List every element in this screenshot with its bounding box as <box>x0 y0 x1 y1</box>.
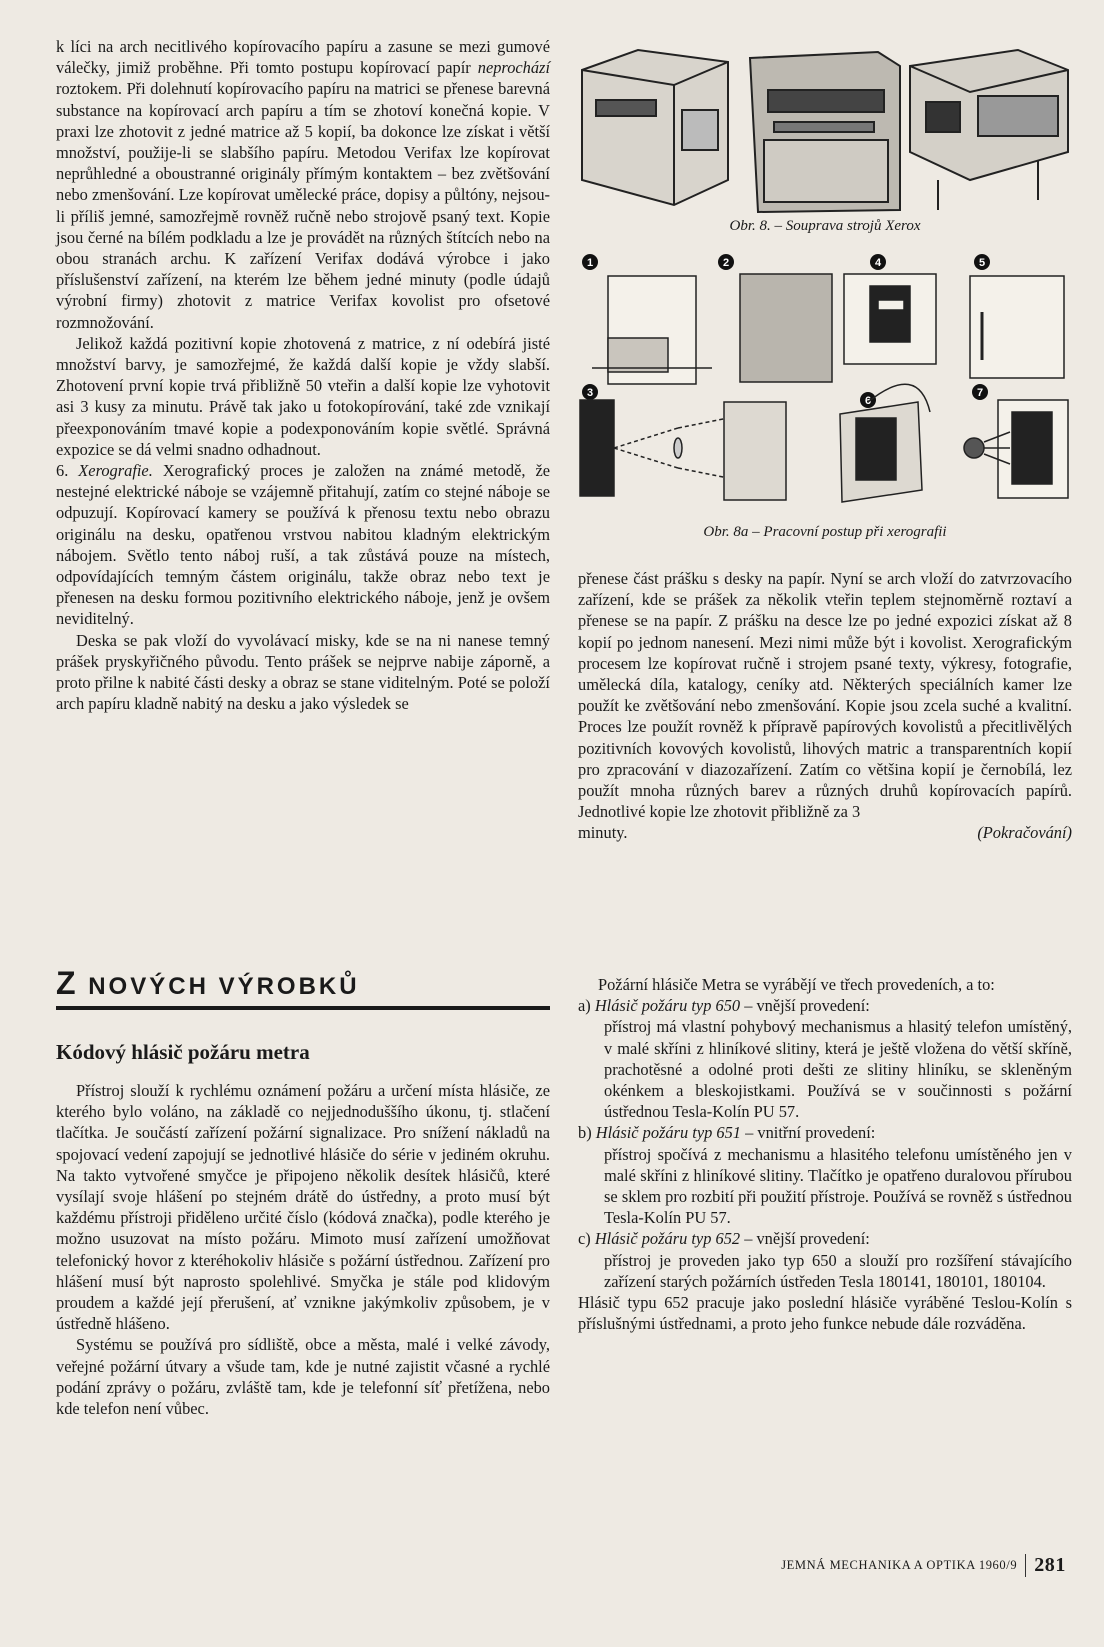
section-heading: Z NOVÝCH VÝROBKŮ <box>56 965 550 1010</box>
left-column-bottom <box>56 1080 550 1419</box>
step-4-badge <box>870 254 886 270</box>
figure-8-caption: Obr. 8. – Souprava strojů Xerox <box>729 218 921 234</box>
svg-text:6: 6 <box>864 395 872 407</box>
step-2-plate <box>740 274 832 382</box>
list-item-body: přístroj spočívá z mechanismu a hlasitého telefonu umístěného jen v malé skříni z hliníkové slitiny. Tlačítko je opatřeno duralovou přírubou se sklem pro rozbití při použití přístroje. Používá se rovněž s ústřednou Tesla-Kolín PU 57. <box>604 1144 1072 1228</box>
paragraph: k líci na arch necitlivého kopírovacího papíru a zasune se mezi gumové válečky, jimiž proběhne. Při tomto postupu kopírovací papír neprochází roztokem. Při dolehnutí kopírovacího papíru na matrici se přenese barevná substance na kopírovací arch papíru a tím se zhotoví konečná kopie. V praxi lze zhotovit z jedné matrice až 5 kopií, ba dokonce lze získat i větší množství, použije-li se slabšího papíru. Metodou Verifax lze kopírovat neprůhledné a oboustranné originály přímým kontaktem – bez zvětšování nebo zmenšování. Lze kopírovat umělecké práce, dopisy a půltóny, nejsou-li příliš jemné, samozřejmě rovněž ručně nebo strojově psaný text. Kopie jsou černé na bílém podkladu a lze je provádět na různých štítcích nebo na obou stranách archu. K zařízení Verifax dodává výrobce i jako příslušenství zařízení, na kterém lze během jedné minuty (podle údajů výrobní firmy) zhotovit z matrice Verifax kovolist pro ofsetové rozmnožování. <box>56 37 550 332</box>
svg-text:7: 7 <box>976 387 984 399</box>
right-column-bottom <box>578 974 1072 1334</box>
right-column-middle <box>578 568 1072 844</box>
list-item-label: c) Hlásič požáru typ 652 – vnější provedení: <box>578 1229 870 1249</box>
list-item-label: b) Hlásič požáru typ 651 – vnitřní provedení: <box>578 1123 876 1143</box>
paragraph: přenese část prášku s desky na papír. Nyní se arch vloží do zatvrzovacího zařízení, kde se prášek za několik vteřin teplem stejnoměrně roztaví a přenese se na papír. Z prášku na desce lze po jedné expozici získat až 8 kopií po jednom nanesení. Mezi nimi může být i kovolist. Xerografickým procesem lze kopírovat ručně i strojem psané texty, výkresy, fotografie, umělecká díla, katalogy, ceníky atd. Některých speciálních kamer lze použít ke zvětšování nebo zmenšování. Kopie jsou zcela suché a kvalitní. Proces lze použít rovněž k přípravě papírových kovolistů a přecitlivělých pozitivních kovových kovolistů, lihových matric a transparentních kopií pro zpracování v diazozařízení. Zatím co většina kopií je černobílá, lez použít mnoha různých barev a různých druhů kopírovacích papírů. Jednotlivé kopie lze zhotovit přibližně za 3 <box>578 569 1072 822</box>
paragraph-intro: Požární hlásiče Metra se vyrábějí ve třech provedeních, a to: <box>598 975 995 994</box>
list-item-body: přístroj je proveden jako typ 650 a slouží pro rozšíření stávajícího zařízení starých požárních ústředen Tesla 180141, 180101, 180104. <box>604 1250 1072 1291</box>
step-5-badge <box>974 254 990 270</box>
step-6-badge <box>860 392 876 408</box>
machine-2-image <box>750 52 900 212</box>
step-1-badge <box>582 254 598 270</box>
figure-8a-caption: Obr. 8a – Pracovní postup při xerografii <box>703 524 947 540</box>
continued-note: (Pokračování) <box>977 823 1072 843</box>
machine-1-image <box>582 50 728 205</box>
article-title: Kódový hlásič požáru metra <box>56 1040 310 1064</box>
page-number: 281 <box>1025 1554 1066 1577</box>
journal-name: JEMNÁ MECHANIKA A OPTIKA 1960/9 <box>781 1558 1018 1572</box>
list-item-body: přístroj má vlastní pohybový mechanismus a hlasitý telefon umístěný, v malé skříni z hliníkové slitiny, která je ještě vložena do větší skříně, prachotěsné a odolné proti dešti ze slitiny hliníku, se skleněným okénkem a bleskojistkami. Používá se v součinnosti s požární ústřednou Tesla-Kolín PU 57. <box>604 1017 1072 1122</box>
machine-3-image <box>910 50 1068 210</box>
svg-text:1: 1 <box>586 257 594 269</box>
paragraph-end: minuty. (Pokračování) <box>578 823 1072 843</box>
step-7-badge <box>972 384 988 400</box>
page-footer <box>781 1554 1066 1577</box>
paragraph-outro: Hlásič typu 652 pracuje jako poslední hlásiče vyráběné Teslou-Kolín s příslušnými ústřednami, a proto jeho funkce nebude dále rozváděna. <box>578 1293 1072 1334</box>
left-column-top <box>56 36 550 715</box>
step-5-plate <box>970 276 1064 378</box>
xerox-machines-figure <box>578 40 1072 220</box>
svg-text:5: 5 <box>978 257 986 269</box>
paragraph: Deska se pak vloží do vyvolávací misky, kde se na ni nanese temný prášek pryskyřičného původu. Tento prášek se nejprve nabije záporně, a proto přilne k nabité části desky a obraz se stane viditelným. Poté se položí arch papíru kladně nabitý na desku a jako výsledek se <box>56 630 550 714</box>
xerography-process-figure <box>578 252 1072 520</box>
paragraph: Přístroj slouží k rychlému oznámení požáru a určení místa hlásiče, ze kterého bylo voláno, na základě co nejjednoduššího úkonu, tj. stlačení tlačítka. Je součástí zařízení požární signalizace. Pro snížení nákladů na spojovací vedení zapojují se jednotlivé hlásiče do série v jediném okruhu. Na takto vytvořené smyčce je připojeno několik desítek hlásičů, které vysílají svoje hlášení po stejném drátě do ústředny, a proto musí být každému přístroji přiděleno určité číslo (kódová značka), podle kterého je možno usuzovat na místo požáru. Mimoto musí zařízení umožňovat telefonický hovor z kteréhokoliv hlásiče s požární ústřednou. Zařízení pro hlášení musí být naprosto spolehlivé. Smyčka je stále pod klidovým proudem a každé její přerušení, ať vznikne jakýmkoliv způsobem, je v ústředně hlášeno. <box>56 1081 550 1334</box>
paragraph: Systému se používá pro sídliště, obce a města, malé i velké závody, veřejné požární útvary a všude tam, kde je nutné zajistit včasné a rychlé podání zprávy o požáru, zvláště tam, kde je telefonní síť přetížena, nebo kde telefon není vůbec. <box>56 1335 550 1419</box>
paragraph: Jelikož každá pozitivní kopie zhotovená z matrice, z ní odebírá jisté množství barvy, je samozřejmé, že každá další kopie je vždy slabší. Zhotovení první kopie trvá přibližně 50 vteřin a další kopie lze vyhotovit asi 3 kusy za minutu. Právě tak jako u fotokopírování, také zde vznikají přeexponováním tmavé kopie a podexponováním kopie světlé. Správná expozice se dá velmi snadno odhadnout. <box>56 333 550 459</box>
svg-text:3: 3 <box>586 387 594 399</box>
paragraph-xerography: 6. Xerografie. Xerografický proces je založen na známé metodě, že nestejné elektrické náboje se vzájemně přitahují, zatím co stejné náboje se odpuzují. Kopírovací kamery se používá k přenosu textu nebo obrazu originálu na desku, opatřenou vrstvou nabitou kladným elektrickým nábojem. Světlo tento náboj ruší, a tak zůstává pouze na místech, odpovídajících temným částem originálu, takže obraz nebo text je přenesen na desku formou pozitivního elektrického náboje, jenž je ovšem neviditelný. <box>56 461 550 629</box>
step-3-letter <box>580 400 614 496</box>
step-3-plate <box>724 402 786 500</box>
svg-text:2: 2 <box>722 257 730 269</box>
svg-text:4: 4 <box>874 257 882 269</box>
step-2-badge <box>718 254 734 270</box>
list-item-label: a) Hlásič požáru typ 650 – vnější provedení: <box>578 996 870 1016</box>
step-3-badge <box>582 384 598 400</box>
